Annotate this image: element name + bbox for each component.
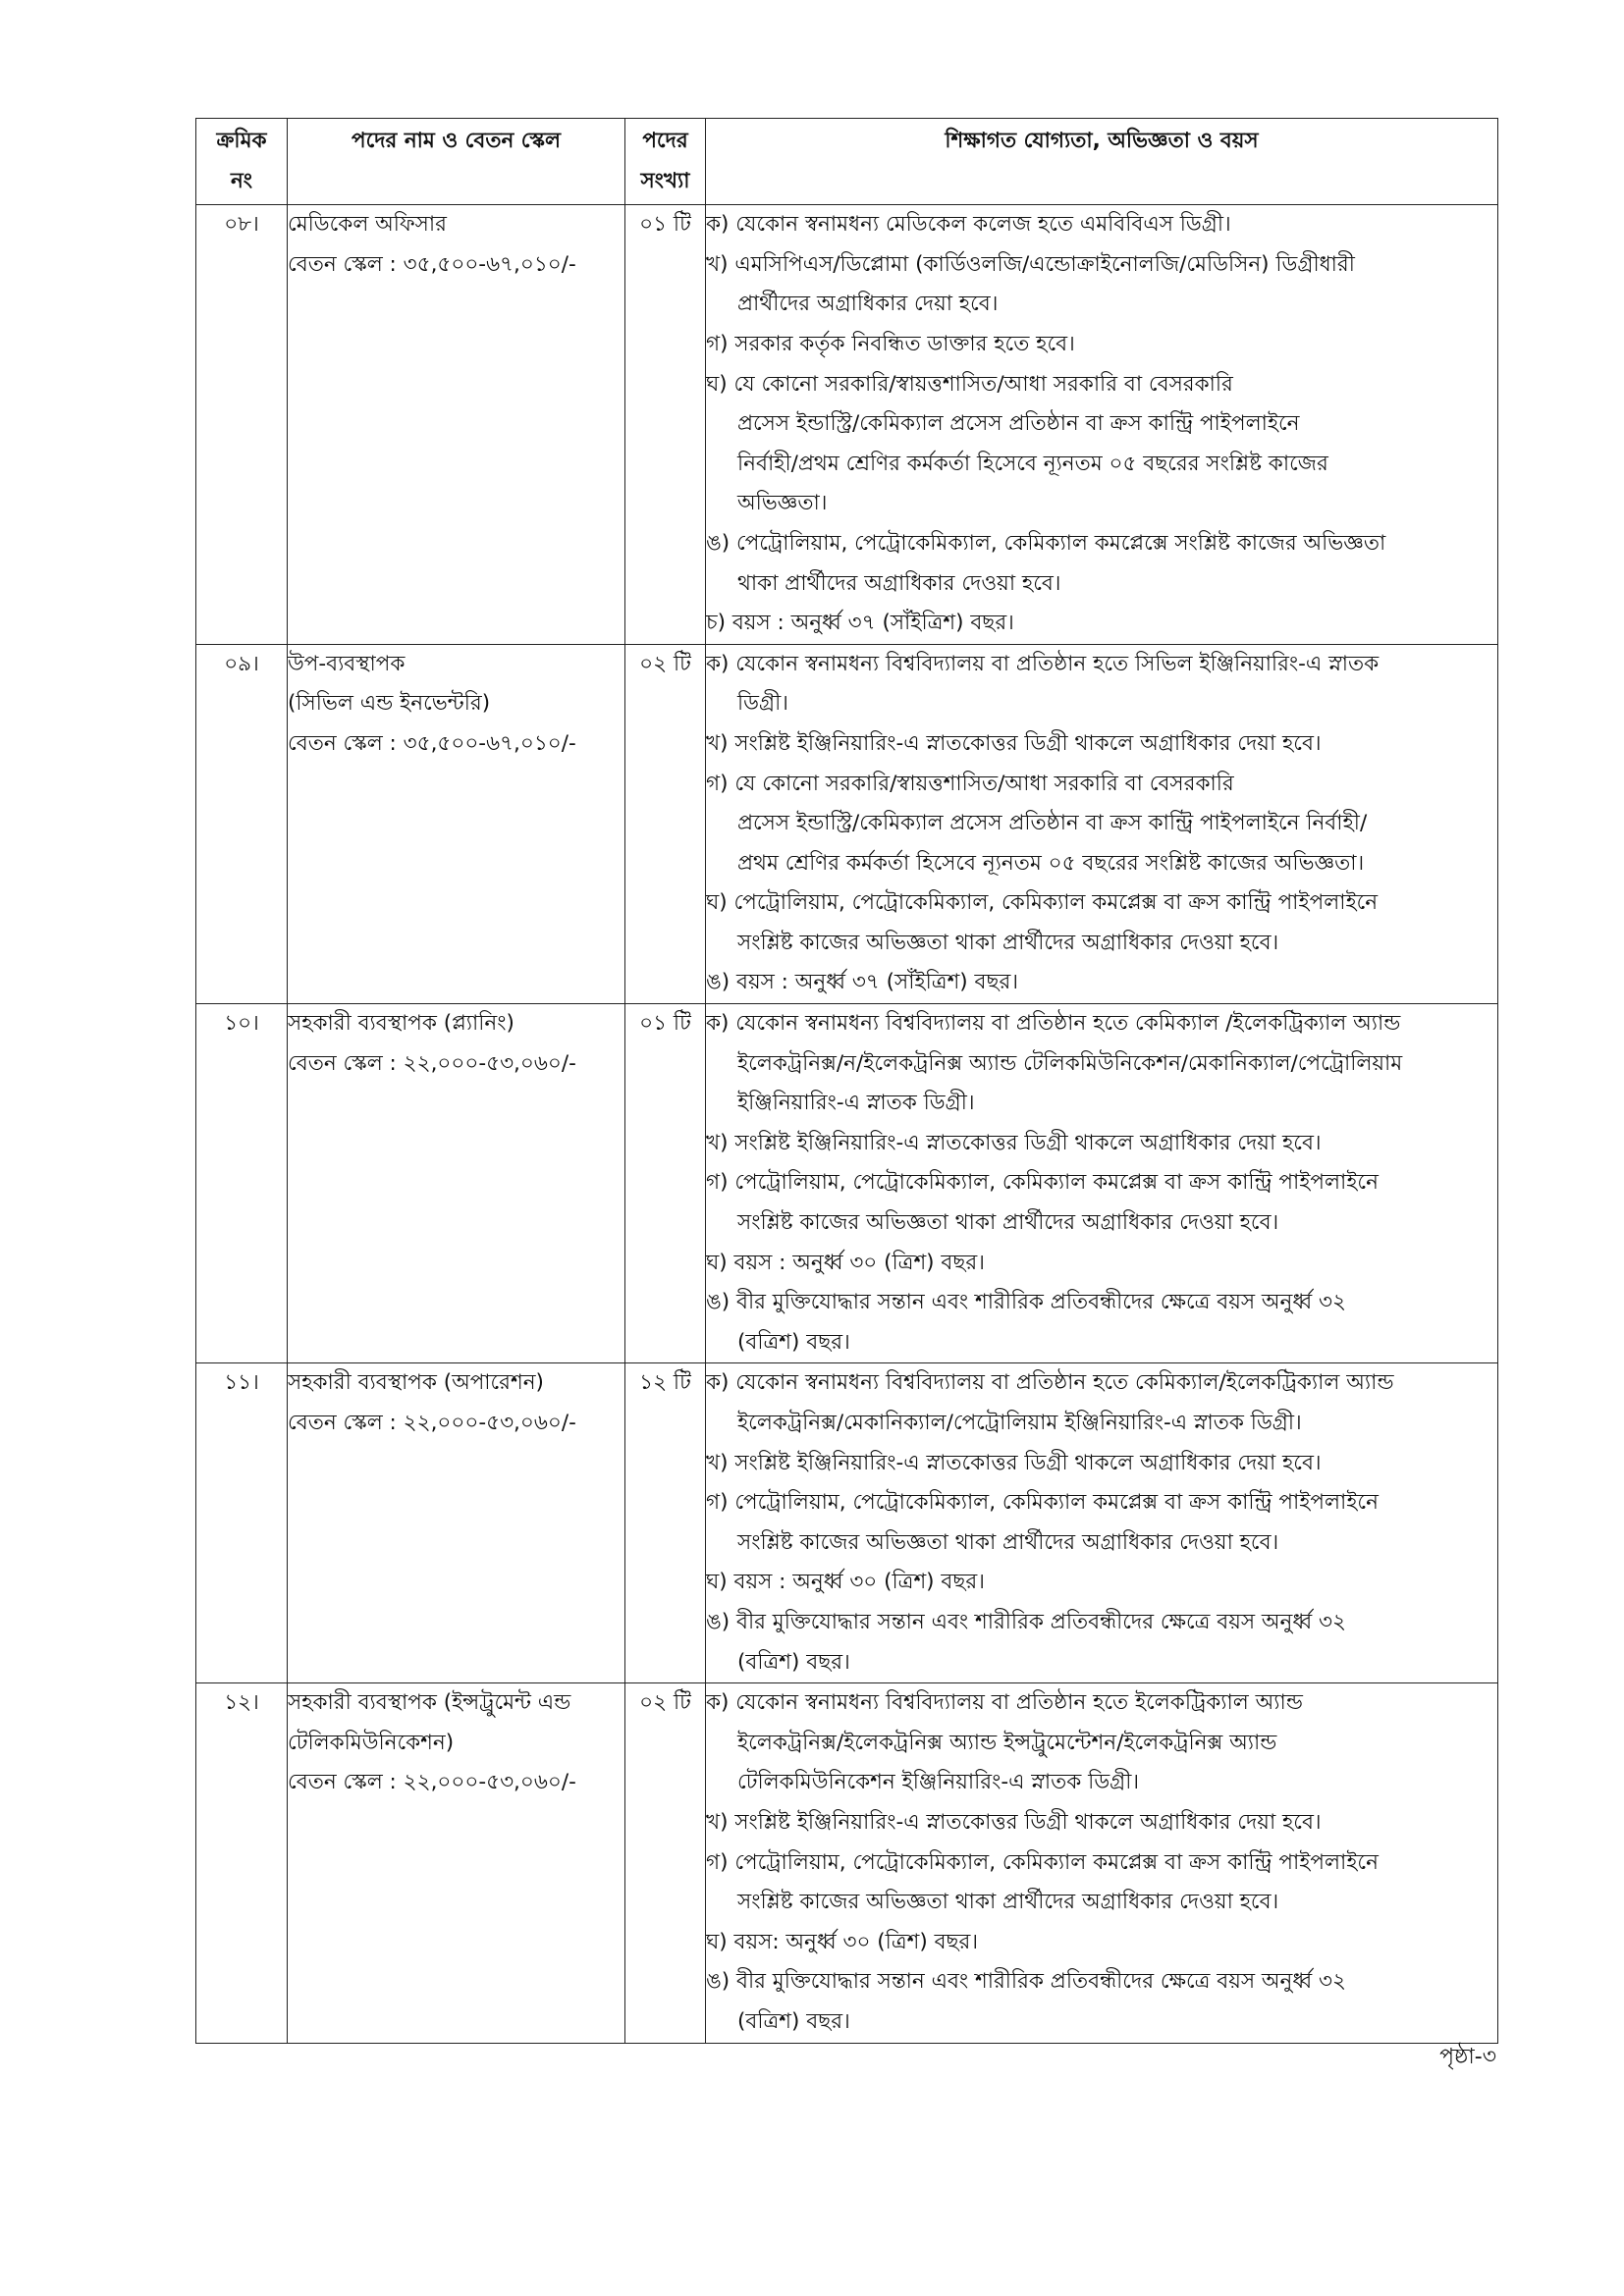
requirement-line: গ) পেট্রোলিয়াম, পেট্রোকেমিক্যাল, কেমিক্যাল কমপ্লেক্স বা ক্রস কান্ট্রি পাইপলাইনে: [706, 1170, 1379, 1196]
requirement-line: ক) যেকোন স্বনামধন্য বিশ্ববিদ্যালয় বা প্রতিষ্ঠান হতে কেমিক্যাল/ইলেকট্রিক্যাল অ্যান্ড: [706, 1370, 1394, 1396]
cell-count: [625, 644, 706, 1003]
post-line: বেতন স্কেল : ২২,০০০-৫৩,০৬০/-: [288, 1050, 576, 1076]
requirement-item: [706, 883, 1497, 963]
serial-number: ০৯।: [224, 651, 259, 676]
requirement-line: ঘ) যে কোনো সরকারি/স্বায়ত্তশাসিত/আধা সরকারি বা বেসরকারি: [706, 371, 1233, 397]
requirement-line: প্রথম শ্রেণির কর্মকর্তা হিসেবে ন্যূনতম ০৫ বছরের সংশ্লিষ্ট কাজের অভিজ্ঞতা।: [737, 850, 1365, 876]
requirement-line: খ) এমসিপিএস/ডিপ্লোমা (কার্ডিওলজি/এন্ডোক্রাইনোলজি/মেডিসিন) ডিগ্রীধারী: [706, 251, 1355, 277]
post-count: ০১ টি: [639, 212, 691, 238]
requirement-line: গ) পেট্রোলিয়াম, পেট্রোকেমিক্যাল, কেমিক্যাল কমপ্লেক্স বা ক্রস কান্ট্রি পাইপলাইনে: [706, 1849, 1379, 1875]
header-post: [288, 119, 625, 205]
requirement-item: [706, 1803, 1497, 1843]
requirement-item: [706, 245, 1497, 325]
requirement-line: ঙ) বয়স : অনুর্ধ্ব ৩৭ (সাঁইত্রিশ) বছর।: [706, 970, 1019, 995]
requirement-line: ইলেকট্রনিক্স/মেকানিক্যাল/পেট্রোলিয়াম ইঞ্জিনিয়ারিং-এ স্নাতক ডিগ্রী।: [737, 1411, 1302, 1435]
cell-requirements: [706, 1683, 1498, 2043]
cell-count: [625, 1363, 706, 1683]
cell-serial: [196, 644, 288, 1003]
table-header-row: [196, 119, 1498, 205]
cell-serial: [196, 1363, 288, 1683]
header-requirements: [706, 119, 1498, 205]
requirement-item: [706, 524, 1497, 604]
post-line: সহকারী ব্যবস্থাপক (ইন্সট্রুমেন্ট এন্ড: [288, 1690, 571, 1716]
requirement-line: ঙ) বীর মুক্তিযোদ্ধার সন্তান এবং শারীরিক প্রতিবন্ধীদের ক্ষেত্রে বয়স অনুর্ধ্ব ৩২: [706, 1969, 1346, 1995]
header-count-line: সংখ্যা: [640, 168, 690, 193]
cell-count: [625, 1004, 706, 1363]
post-line: টেলিকমিউনিকেশন): [288, 1730, 455, 1755]
requirement-line: খ) সংশ্লিষ্ট ইঞ্জিনিয়ারিং-এ স্নাতকোত্তর ডিগ্রী থাকলে অগ্রাধিকার দেয়া হবে।: [706, 1130, 1322, 1155]
cell-post: [288, 1683, 625, 2043]
cell-count: [625, 1683, 706, 2043]
post-line: উপ-ব্যবস্থাপক: [288, 651, 406, 676]
cell-post: [288, 644, 625, 1003]
requirement-line: গ) যে কোনো সরকারি/স্বায়ত্তশাসিত/আধা সরকারি বা বেসরকারি: [706, 771, 1234, 796]
serial-number: ১০।: [224, 1011, 259, 1037]
cell-requirements: [706, 205, 1498, 645]
table-row: [196, 644, 1498, 1003]
requirement-item: [706, 1444, 1497, 1484]
header-count: [625, 119, 706, 205]
requirement-line: ক) যেকোন স্বনামধন্য বিশ্ববিদ্যালয় বা প্রতিষ্ঠান হতে ইলেকট্রিক্যাল অ্যান্ড: [706, 1690, 1303, 1716]
serial-number: ১১।: [224, 1370, 259, 1396]
post-line: (সিভিল এন্ড ইনভেন্টরি): [288, 691, 491, 717]
requirement-item: [706, 1283, 1497, 1362]
requirement-item: [706, 365, 1497, 524]
requirement-item: [706, 1563, 1497, 1603]
requirement-item: [706, 1363, 1497, 1443]
requirement-item: [706, 1124, 1497, 1164]
requirement-line: ক) যেকোন স্বনামধন্য বিশ্ববিদ্যালয় বা প্রতিষ্ঠান হতে সিভিল ইঞ্জিনিয়ারিং-এ স্নাতক: [706, 651, 1380, 676]
header-count-line: পদের: [642, 129, 688, 153]
post-line: মেডিকেল অফিসার: [288, 212, 447, 238]
requirement-line: ইঞ্জিনিয়ারিং-এ স্নাতক ডিগ্রী।: [737, 1091, 975, 1116]
table-row: [196, 1683, 1498, 2043]
requirement-item: [706, 645, 1497, 724]
requirement-line: সংশ্লিষ্ট কাজের অভিজ্ঞতা থাকা প্রার্থীদের অগ্রাধিকার দেওয়া হবে।: [737, 1890, 1279, 1915]
table-body: [196, 205, 1498, 2043]
requirement-line: ক) যেকোন স্বনামধন্য মেডিকেল কলেজ হতে এমবিবিএস ডিগ্রী।: [706, 212, 1231, 238]
requirement-line: ঙ) পেট্রোলিয়াম, পেট্রোকেমিক্যাল, কেমিক্যাল কমপ্লেক্সে সংশ্লিষ্ট কাজের অভিজ্ঞতা: [706, 530, 1386, 556]
cell-serial: [196, 1004, 288, 1363]
requirement-line: খ) সংশ্লিষ্ট ইঞ্জিনিয়ারিং-এ স্নাতকোত্তর ডিগ্রী থাকলে অগ্রাধিকার দেয়া হবে।: [706, 1809, 1322, 1835]
posts-table: [195, 118, 1498, 2044]
requirement-line: খ) সংশ্লিষ্ট ইঞ্জিনিয়ারিং-এ স্নাতকোত্তর ডিগ্রী থাকলে অগ্রাধিকার দেয়া হবে।: [706, 730, 1322, 756]
requirement-line: চ) বয়স : অনুর্ধ্ব ৩৭ (সাঁইত্রিশ) বছর।: [706, 611, 1014, 636]
requirement-line: প্রসেস ইন্ডাস্ট্রি/কেমিক্যাল প্রসেস প্রতিষ্ঠান বা ক্রস কান্ট্রি পাইপলাইনে নির্বাহী/: [737, 811, 1368, 836]
requirement-line: ইলেকট্রনিক্স/ন/ইলেকট্রনিক্স অ্যান্ড টেলিকমিউনিকেশন/মেকানিক্যাল/পেট্রোলিয়াম: [737, 1050, 1403, 1076]
requirement-item: [706, 1962, 1497, 2042]
cell-serial: [196, 205, 288, 645]
requirement-item: [706, 205, 1497, 245]
requirement-line: টেলিকমিউনিকেশন ইঞ্জিনিয়ারিং-এ স্নাতক ডিগ্রী।: [737, 1770, 1140, 1795]
requirement-item: [706, 1483, 1497, 1563]
requirement-line: অভিজ্ঞতা।: [737, 491, 828, 516]
requirement-line: প্রার্থীদের অগ্রাধিকার দেয়া হবে।: [737, 292, 999, 317]
requirement-item: [706, 1244, 1497, 1284]
serial-number: ১২।: [224, 1690, 259, 1716]
cell-post: [288, 205, 625, 645]
table-row: [196, 205, 1498, 645]
cell-count: [625, 205, 706, 645]
post-line: বেতন স্কেল : ২২,০০০-৫৩,০৬০/-: [288, 1770, 576, 1795]
header-requirements-line: শিক্ষাগত যোগ্যতা, অভিজ্ঞতা ও বয়স: [945, 129, 1259, 153]
requirement-item: [706, 1923, 1497, 1963]
post-count: ১২ টি: [639, 1370, 691, 1396]
post-line: বেতন স্কেল : ৩৫,৫০০-৬৭,০১০/-: [288, 730, 576, 756]
header-serial-line: নং: [230, 168, 253, 193]
requirement-line: গ) সরকার কর্তৃক নিবন্ধিত ডাক্তার হতে হবে।: [706, 331, 1075, 356]
cell-requirements: [706, 644, 1498, 1003]
requirement-item: [706, 325, 1497, 365]
post-count: ০২ টি: [639, 1690, 691, 1716]
header-serial-line: ক্রমিক: [216, 129, 267, 153]
requirement-line: সংশ্লিষ্ট কাজের অভিজ্ঞতা থাকা প্রার্থীদের অগ্রাধিকার দেওয়া হবে।: [737, 930, 1279, 955]
serial-number: ০৮।: [224, 212, 259, 238]
requirement-item: [706, 765, 1497, 884]
post-line: সহকারী ব্যবস্থাপক (প্ল্যানিং): [288, 1011, 514, 1037]
requirement-item: [706, 1843, 1497, 1923]
requirement-line: থাকা প্রার্থীদের অগ্রাধিকার দেওয়া হবে।: [737, 570, 1061, 596]
requirement-item: [706, 1603, 1497, 1682]
requirement-line: ঙ) বীর মুক্তিযোদ্ধার সন্তান এবং শারীরিক প্রতিবন্ধীদের ক্ষেত্রে বয়স অনুর্ধ্ব ৩২: [706, 1290, 1346, 1315]
header-serial: [196, 119, 288, 205]
requirement-line: ঘ) বয়স: অনুর্ধ্ব ৩০ (ত্রিশ) বছর।: [706, 1929, 979, 1954]
requirement-line: (বত্রিশ) বছর।: [737, 1329, 850, 1355]
requirement-line: খ) সংশ্লিষ্ট ইঞ্জিনিয়ারিং-এ স্নাতকোত্তর ডিগ্রী থাকলে অগ্রাধিকার দেয়া হবে।: [706, 1450, 1322, 1475]
requirement-line: ঘ) বয়স : অনুর্ধ্ব ৩০ (ত্রিশ) বছর।: [706, 1570, 985, 1595]
requirement-item: [706, 1163, 1497, 1243]
requirement-line: ডিগ্রী।: [737, 691, 788, 717]
requirement-line: ঘ) বয়স : অনুর্ধ্ব ৩০ (ত্রিশ) বছর।: [706, 1250, 985, 1275]
cell-requirements: [706, 1004, 1498, 1363]
requirement-line: (বত্রিশ) বছর।: [737, 2008, 850, 2034]
requirement-item: [706, 1004, 1497, 1124]
page-number: পৃষ্ঠা-৩: [1439, 2045, 1496, 2069]
requirement-item: [706, 963, 1497, 1003]
post-line: সহকারী ব্যবস্থাপক (অপারেশন): [288, 1370, 544, 1396]
requirement-line: নির্বাহী/প্রথম শ্রেণির কর্মকর্তা হিসেবে ন্যূনতম ০৫ বছরের সংশ্লিষ্ট কাজের: [737, 451, 1328, 476]
post-line: বেতন স্কেল : ৩৫,৫০০-৬৭,০১০/-: [288, 251, 576, 277]
requirement-line: ঘ) পেট্রোলিয়াম, পেট্রোকেমিক্যাল, কেমিক্যাল কমপ্লেক্স বা ক্রস কান্ট্রি পাইপলাইনে: [706, 890, 1379, 916]
table-row: [196, 1004, 1498, 1363]
header-post-line: পদের নাম ও বেতন স্কেল: [351, 129, 561, 153]
requirement-line: সংশ্লিষ্ট কাজের অভিজ্ঞতা থাকা প্রার্থীদের অগ্রাধিকার দেওয়া হবে।: [737, 1529, 1279, 1555]
requirement-item: [706, 1683, 1497, 1803]
table-row: [196, 1363, 1498, 1683]
requirement-line: প্রসেস ইন্ডাস্ট্রি/কেমিক্যাল প্রসেস প্রতিষ্ঠান বা ক্রস কান্ট্রি পাইপলাইনে: [737, 411, 1300, 437]
post-line: বেতন স্কেল : ২২,০০০-৫৩,০৬০/-: [288, 1411, 576, 1435]
requirement-line: ইলেকট্রনিক্স/ইলেকট্রনিক্স অ্যান্ড ইন্সট্রুমেন্টেশন/ইলেকট্রনিক্স অ্যান্ড: [737, 1730, 1277, 1755]
cell-requirements: [706, 1363, 1498, 1683]
requirement-line: ঙ) বীর মুক্তিযোদ্ধার সন্তান এবং শারীরিক প্রতিবন্ধীদের ক্ষেত্রে বয়স অনুর্ধ্ব ৩২: [706, 1609, 1346, 1634]
requirement-item: [706, 724, 1497, 765]
cell-post: [288, 1004, 625, 1363]
requirement-line: সংশ্লিষ্ট কাজের অভিজ্ঞতা থাকা প্রার্থীদের অগ্রাধিকার দেওয়া হবে।: [737, 1210, 1279, 1236]
requirement-line: ক) যেকোন স্বনামধন্য বিশ্ববিদ্যালয় বা প্রতিষ্ঠান হতে কেমিক্যাল /ইলেকট্রিক্যাল অ্যান্ড: [706, 1011, 1401, 1037]
cell-serial: [196, 1683, 288, 2043]
requirement-line: গ) পেট্রোলিয়াম, পেট্রোকেমিক্যাল, কেমিক্যাল কমপ্লেক্স বা ক্রস কান্ট্রি পাইপলাইনে: [706, 1490, 1379, 1516]
requirement-item: [706, 604, 1497, 644]
requirement-line: (বত্রিশ) বছর।: [737, 1649, 850, 1675]
post-count: ০১ টি: [639, 1011, 691, 1037]
post-count: ০২ টি: [639, 651, 691, 676]
cell-post: [288, 1363, 625, 1683]
